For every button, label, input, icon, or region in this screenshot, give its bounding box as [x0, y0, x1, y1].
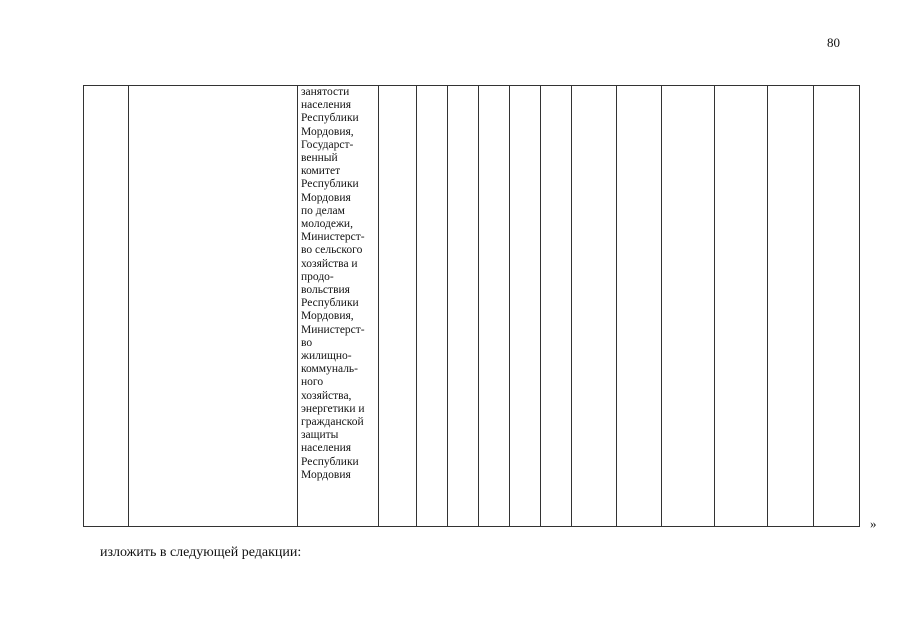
- table-row: [84, 86, 860, 527]
- responsible-line: Республики: [301, 455, 359, 468]
- table-cell-number: [84, 86, 129, 527]
- table-cell-empty: [379, 86, 417, 527]
- table-cell-empty: [662, 86, 715, 527]
- responsible-line: Министерст-: [301, 323, 365, 336]
- responsible-executors-text: [298, 86, 378, 482]
- responsible-line: гражданской: [301, 416, 364, 429]
- closing-quote: »: [870, 516, 877, 531]
- table-cell-empty: [814, 86, 860, 527]
- responsible-line: Мордовия,: [301, 310, 354, 323]
- table-cell-empty: [510, 86, 541, 527]
- responsible-line: ного: [301, 376, 324, 389]
- responsible-line: защиты: [301, 429, 339, 442]
- table-cell-empty: [541, 86, 572, 527]
- responsible-line: по делам: [301, 204, 345, 217]
- table-cell-empty: [617, 86, 662, 527]
- table-cell-empty: [448, 86, 479, 527]
- responsible-line: хозяйства и: [301, 257, 358, 270]
- page-number: 80: [827, 35, 840, 50]
- responsible-line: во: [301, 336, 313, 349]
- table-cell-responsible: [298, 86, 379, 527]
- responsible-line: коммуналь-: [301, 363, 359, 376]
- table-cell-empty: [479, 86, 510, 527]
- responsible-line: Республики: [301, 297, 359, 310]
- responsible-line: Республики: [301, 112, 359, 125]
- responsible-line: Государст-: [301, 138, 354, 151]
- responsible-line: Республики: [301, 178, 359, 191]
- table-cell-empty: [572, 86, 617, 527]
- responsible-line: хозяйства,: [301, 389, 352, 402]
- responsible-line: продо-: [301, 270, 334, 283]
- responsible-line: жилищно-: [301, 350, 352, 363]
- responsible-line: венный: [301, 152, 338, 165]
- responsible-line: энергетики и: [301, 402, 365, 415]
- responsible-line: Министерст-: [301, 231, 365, 244]
- responsible-line: комитет: [301, 165, 341, 178]
- responsible-line: молодежи,: [301, 218, 353, 231]
- table-cell-empty: [417, 86, 448, 527]
- program-table: [83, 85, 860, 527]
- responsible-line: населения: [301, 442, 352, 455]
- instruction-text: изложить в следующей редакции:: [100, 545, 302, 560]
- responsible-line: занятости: [301, 86, 350, 98]
- table-cell-empty: [715, 86, 768, 527]
- responsible-line: Мордовия,: [301, 125, 354, 138]
- responsible-line: Мордовия: [301, 191, 351, 204]
- responsible-line: вольствия: [301, 284, 350, 297]
- responsible-line: Мордовия: [301, 468, 351, 481]
- table-cell-measure: [129, 86, 298, 527]
- responsible-line: населения: [301, 99, 352, 112]
- responsible-line: во сельского: [301, 244, 363, 257]
- table-cell-empty: [768, 86, 814, 527]
